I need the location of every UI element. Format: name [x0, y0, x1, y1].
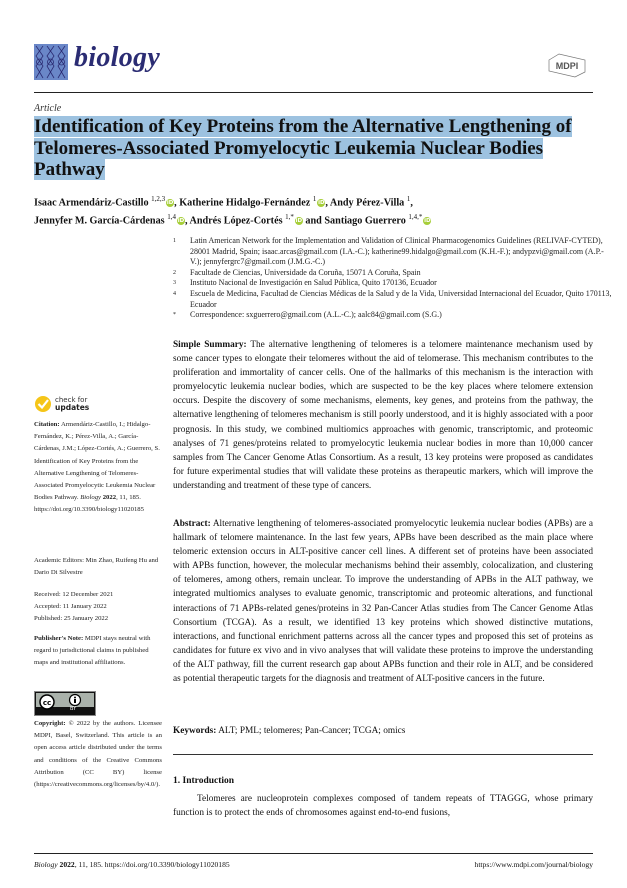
- simple-summary-text: The alternative lengthening of telomeres is a telomere maintenance mechanism used by some cancer types to elongate their telomeres without the aid of telomerase. This mechanism contributes to the proliferation and immortality of cancer cells. One of the hallmarks of this mechanism is the interaction with promyelocytic leukemia nuclear bodies, which are suspected to be the key places where telomere extension occurs. Despite the discovery of some mechanisms, elements, key genes, and proteins from the pathway, the alternative lengthening of telomeres mechanism is still poorly understood, and it is highly associated with a poor prognosis. In this study, we combined multiomics approaches with genomic, transcriptomic, and proteomic analyses of 71 genes/proteins related to promyelocytic leukemia nuclear bodies in more than 10,000 cancer samples from The Cancer Genome Atlas Consortium. As a result, 13 key proteins were proposed as candidates for future experimental studies that will validate these proteins as therapeutic markers, which will improve the understanding and treatment of these type of cancers.: [173, 340, 593, 491]
- citation-doi[interactable]: , 11, 185. https://doi.org/10.3390/biology11020185: [34, 494, 144, 514]
- affiliations: [173, 236, 613, 321]
- affiliation-item: [173, 310, 613, 321]
- orcid-icon[interactable]: iD: [424, 218, 431, 225]
- author-separator: ,: [174, 197, 180, 209]
- author-affiliation-marker: 1,2,3: [151, 195, 166, 203]
- author-list: [34, 192, 599, 229]
- mdpi-logo: [545, 52, 590, 78]
- author-affiliation-marker: 1: [312, 195, 317, 203]
- affiliation-item: [173, 268, 613, 279]
- author-name: Santiago Guerrero: [324, 215, 406, 227]
- citation-year: 2022: [102, 494, 117, 502]
- received-date: Received: 12 December 2021: [34, 591, 114, 598]
- affiliation-item: [173, 236, 613, 268]
- article-title: [34, 116, 599, 181]
- citation-journal: Biology: [80, 494, 102, 502]
- orcid-icon[interactable]: iD: [177, 218, 185, 225]
- simple-summary: [173, 338, 593, 493]
- cc-by-label: BY: [70, 706, 77, 712]
- citation: [34, 419, 162, 517]
- accepted-date: Accepted: 11 January 2022: [34, 603, 107, 611]
- citation-label: Citation:: [34, 421, 60, 428]
- author-name: Isaac Armendáriz-Castillo: [34, 197, 149, 209]
- author-separator: ,: [184, 215, 190, 227]
- affiliation-text: Latin American Network for the Implementation and Validation of Clinical Pharmacogenomics Guidelines (RELIVAF-CYTED), 28001 Madrid, Spain; isaac.arcas@gmail.com (I.A.-C.); katherine99.hidalgo@gmail.com (K.H.-F.); andypzvi@gmail.com (A.P.-V.); jennyfergrc7@gmail.com (J.M.G.-C.): [190, 236, 604, 267]
- author-separator: ,: [410, 197, 413, 209]
- orcid-icon[interactable]: iD: [295, 218, 303, 225]
- abstract-label: Abstract:: [173, 519, 211, 529]
- section-heading-introduction: 1. Introduction: [173, 776, 235, 786]
- orcid-icon[interactable]: iD: [166, 200, 174, 207]
- publisher-note-label: Publisher's Note:: [34, 635, 84, 642]
- affiliation-number: 1: [173, 238, 176, 244]
- orcid-icon[interactable]: iD: [318, 200, 325, 207]
- author-separator: and: [302, 215, 325, 227]
- footer-doi-link[interactable]: , 11, 185. https://doi.org/10.3390/biology11020185: [74, 860, 230, 869]
- simple-summary-label: Simple Summary:: [173, 340, 247, 350]
- citation-text: Armendáriz-Castillo, I.; Hidalgo-Fernández, K.; Pérez-Villa, A.; García-Cárdenas, J.M.; López-Cortés, A.; Guerrero, S. Identification of Key Proteins from the Alternative Lengthening of Telomeres-Associated Promyelocytic Leukemia Nuclear Bodies Pathway.: [34, 421, 160, 502]
- dates: [34, 589, 162, 626]
- affiliation-item: [173, 278, 613, 289]
- journal-logo-icon: [34, 44, 68, 80]
- footer-year: 2022: [59, 860, 75, 869]
- author-name: Jennyfer M. García-Cárdenas: [34, 215, 165, 227]
- header-divider: [34, 92, 593, 93]
- article-title-text: Identification of Key Proteins from the Alternative Lengthening of Telomeres-Associated Promyelocytic Leukemia Nuclear Bodies Pathway: [34, 116, 572, 180]
- affiliation-text: Facultade de Ciencias, Universidade da Coruña, 15071 A Coruña, Spain: [190, 267, 421, 277]
- author-separator: ,: [325, 197, 330, 209]
- mdpi-logo-text: MDPI: [555, 61, 579, 71]
- keywords-label: Keywords:: [173, 726, 217, 736]
- abstract-text: Alternative lengthening of telomeres-associated promyelocytic leukemia nuclear bodies (APBs) are a hallmark of telomere maintenance. In the last few years, APBs have been described as the main place where telomeric extension occurs in ALT-positive cancer cell lines. A different set of proteins have been associated with APBs function, however, the molecular mechanisms behind their assembly, colocalization, and clustering of telomeres, among others, remain unclear. To improve the understanding of APBs in the ALT pathway, we integrated multiomics analyses to evaluate genomic, transcriptomic and proteomic alterations, and functional interactions of 71 APBs-related genes/proteins in 32 Pan-Cancer Atlas studies from The Cancer Genome Atlas Consortium (TCGA). As a result, we identified 13 key proteins which showed distinctive mutations, interactions, and functional enrichment patterns across all the cancer types and proposed this set of proteins as candidates for future ex vivo and in vivo analyses that will validate these proteins to improve the understanding of the ALT pathway, fill the current research gap about APBs function and their role in ALT, and be considered as potential therapeutic targets for the diagnosis and treatment of ALT-positive cancers in the future.: [173, 519, 594, 685]
- publisher-note-text: MDPI stays neutral with regard to jurisdictional claims in published maps and institutional affiliations.: [34, 635, 151, 667]
- affiliation-text: Correspondence: sxguerrero@gmail.com (A.L.-C.); aalc84@gmail.com (S.G.): [190, 310, 442, 320]
- affiliation-number: *: [173, 312, 176, 319]
- copyright: [34, 718, 162, 791]
- author-affiliation-marker: 1: [406, 195, 411, 203]
- academic-editors: Academic Editors: Min Zhao, Ruifeng Hu and Dario Di Silvestre: [34, 557, 159, 577]
- check-for-updates-button[interactable]: [34, 395, 89, 413]
- keywords: [173, 724, 593, 738]
- footer-citation: [34, 860, 230, 869]
- affiliation-number: 3: [173, 280, 176, 287]
- author-name: Andy Pérez-Villa: [329, 197, 405, 209]
- check-updates-line2: updates: [55, 403, 90, 412]
- author-name: Katherine Hidalgo-Fernández: [179, 197, 311, 209]
- footer-divider: [34, 853, 593, 854]
- abstract: [173, 517, 593, 686]
- affiliation-number: 2: [173, 269, 176, 276]
- affiliation-text: Instituto Nacional de Investigación en Salud Pública, Quito 170136, Ecuador: [190, 278, 437, 288]
- check-updates-line1: check for: [55, 396, 88, 404]
- cc-by-license-badge[interactable]: [34, 691, 96, 716]
- publisher-note: [34, 633, 162, 670]
- keywords-text: ALT; PML; telomeres; Pan-Cancer; TCGA; omics: [218, 726, 406, 736]
- check-updates-icon: [34, 395, 52, 413]
- journal-name: biology: [74, 42, 161, 73]
- svg-text:cc: cc: [42, 699, 52, 707]
- author-affiliation-marker: 1,4: [167, 213, 176, 222]
- keywords-divider: [173, 754, 593, 755]
- published-date: Published: 25 January 2022: [34, 615, 109, 623]
- footer-journal: Biology: [34, 860, 58, 869]
- introduction-paragraph: Telomeres are nucleoprotein complexes composed of tandem repeats of TTAGGG, whose primary function is to protect the ends of chromosomes against end-to-end fusions,: [173, 794, 593, 819]
- copyright-label: Copyright:: [34, 720, 66, 727]
- article-type: Article: [34, 103, 62, 114]
- footer-journal-url[interactable]: https://www.mdpi.com/journal/biology: [474, 860, 593, 869]
- affiliation-number: 4: [173, 290, 176, 297]
- author-name: Andrés López-Cortés: [189, 215, 283, 227]
- author-affiliation-marker: 1,4,*: [408, 213, 423, 222]
- affiliation-text: Escuela de Medicina, Facultad de Ciencias Médicas de la Salud y de la Vida, Universidad Internacional del Ecuador, Quito 170113, Ecuador: [190, 288, 612, 309]
- affiliation-item: [173, 289, 613, 310]
- author-affiliation-marker: 1,*: [285, 213, 294, 222]
- copyright-text: © 2022 by the authors. Licensee MDPI, Basel, Switzerland. This article is an open access article distributed under the terms and conditions of the Creative Commons Attribution (CC BY) license (https://creativecommons.org/licenses/by/4.0/).: [34, 720, 163, 789]
